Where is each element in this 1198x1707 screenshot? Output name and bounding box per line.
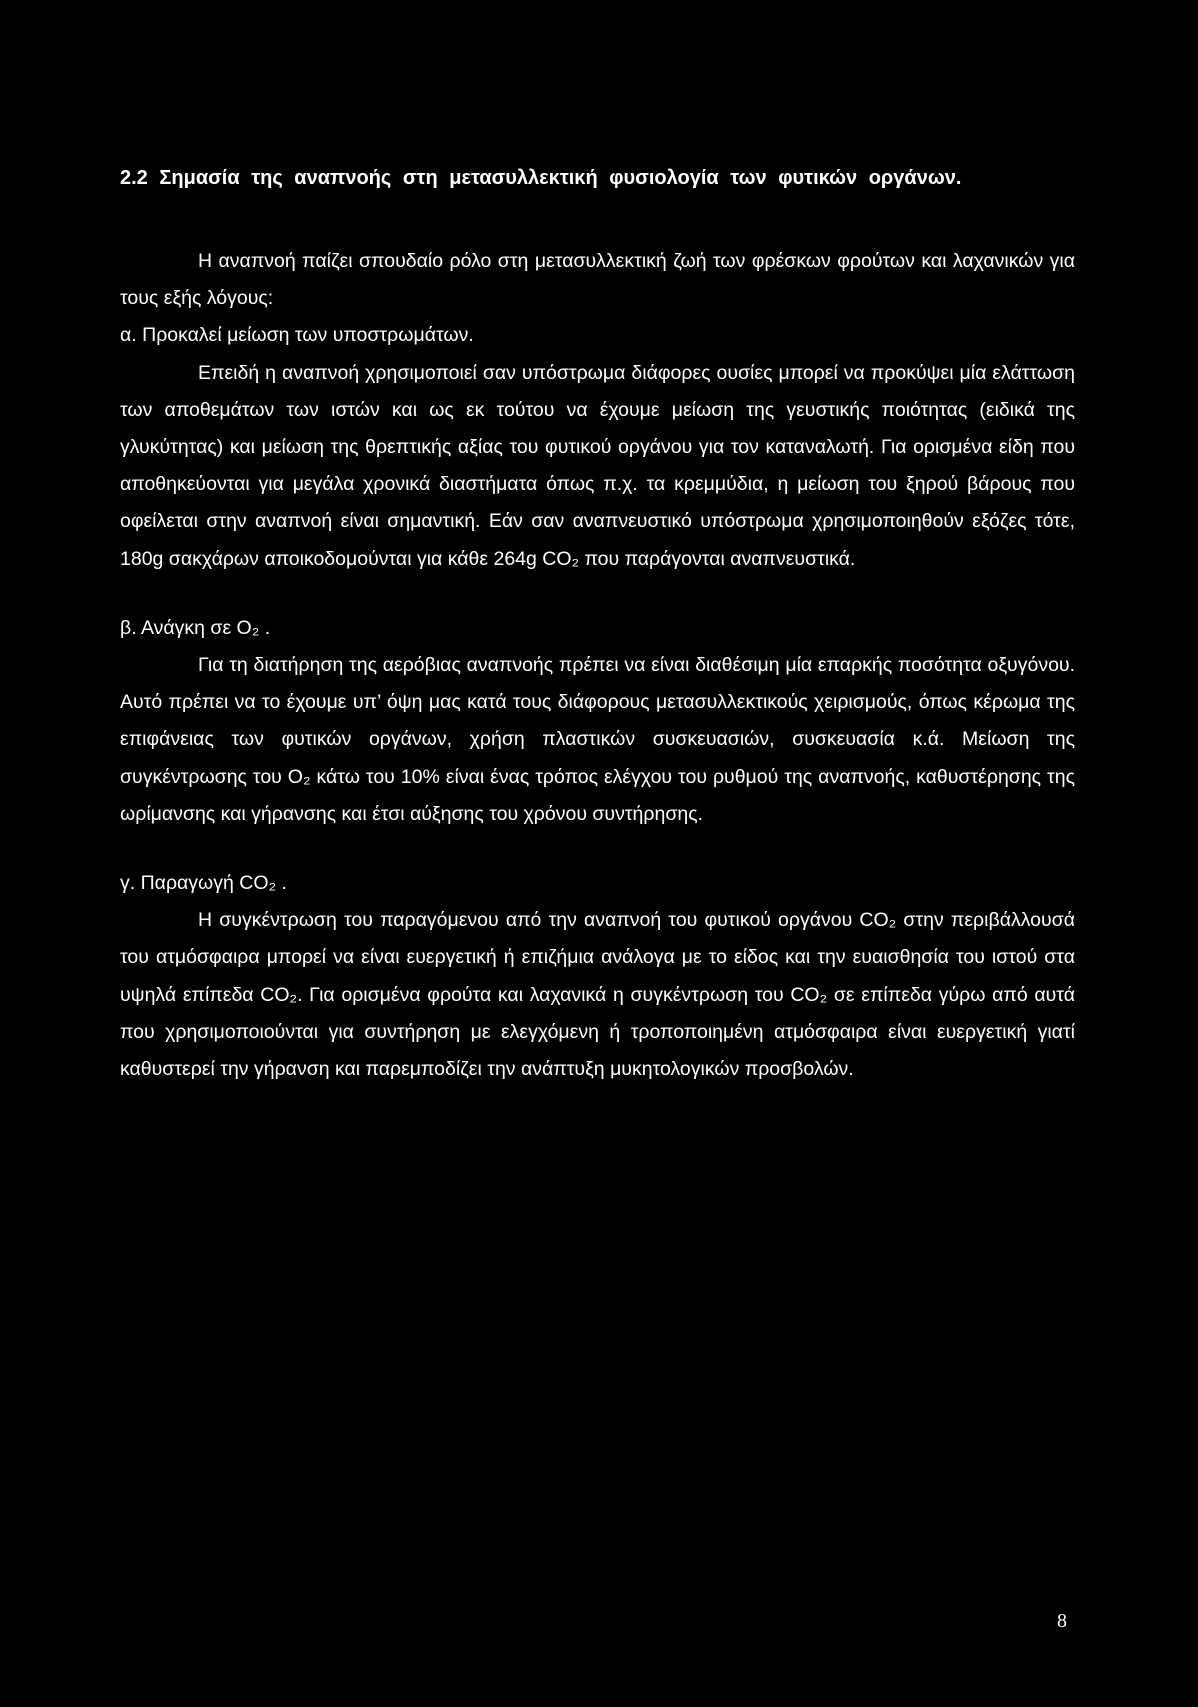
- item-c-paragraph: Η συγκέντρωση του παραγόμενου από την αναπνοή του φυτικού οργάνου CO₂ στην περιβάλλουσά του ατμόσφαιρα μπορεί να είναι ευεργετική ή επιζήμια ανάλογα με το είδος και την ευαισθησία του ιστού στα υψηλά επίπεδα CO₂. Για ορισμένα φρούτα και λαχανικά η συγκέντρωση του CO₂ σε επίπεδα γύρω από αυτά που χρησιμοποιούνται για συντήρηση με ελεγχόμενη ή τροποποιημένη ατμόσφαιρα είναι ευεργετική γιατί καθυστερεί την γήρανση και παρεμποδίζει την ανάπτυξη μυκητολογικών προσβολών.: [120, 909, 1075, 1081]
- document-body: [120, 158, 1075, 1088]
- item-a-paragraph: Επειδή η αναπνοή χρησιμοποιεί σαν υπόστρωμα διάφορες ουσίες μπορεί να προκύψει μία ελάττωση των αποθεμάτων των ιστών και ως εκ τούτου να έχουμε μείωση της γευστικής ποιότητας (ειδικά της γλυκύτητας) και μείωση της θρεπτικής αξίας του φυτικού οργάνου για τον καταναλωτή. Για ορισμένα είδη που αποθηκεύονται για μεγάλα χρονικά διαστήματα όπως π.χ. τα κρεμμύδια, η μείωση του ξηρού βάρους που οφείλεται στην αναπνοή είναι σημαντική. Εάν σαν αναπνευστικό υπόστρωμα χρησιμοποιηθούν εξόζες τότε, 180g σακχάρων αποικοδομούνται για κάθε 264g CO₂ που παράγονται αναπνευστικά.: [120, 361, 1075, 570]
- item-b-heading: β. Ανάγκη σε O₂ .: [120, 616, 271, 639]
- page-number: 8: [1057, 1610, 1067, 1632]
- item-c-heading: γ. Παραγωγή CO₂ .: [120, 872, 287, 895]
- intro-paragraph: Η αναπνοή παίζει σπουδαίο ρόλο στη μετασυλλεκτική ζωή των φρέσκων φρούτων και λαχανικών για τους εξής λόγους:: [120, 250, 1075, 310]
- section-title: 2.2 Σημασία της αναπνοής στη μετασυλλεκτική φυσιολογία των φυτικών οργάνων.: [120, 167, 962, 189]
- item-a-heading: α. Προκαλεί μείωση των υποστρωμάτων.: [120, 324, 474, 347]
- item-b-paragraph: Για τη διατήρηση της αερόβιας αναπνοής πρέπει να είναι διαθέσιμη μία επαρκής ποσότητα οξυγόνου. Αυτό πρέπει να το έχουμε υπ’ όψη μας κατά τους διάφορους μετασυλλεκτικούς χειρισμούς, όπως κέρωμα της επιφάνειας των φυτικών οργάνων, χρήση πλαστικών συσκευασιών, συσκευασία κ.ά. Μείωση της συγκέντρωσης του O₂ κάτω του 10% είναι ένας τρόπος ελέγχου του ρυθμού της αναπνοής, καθυστέρησης της ωρίμανσης και γήρανσης και έτσι αύξησης του χρόνου συντήρησης.: [120, 654, 1075, 825]
